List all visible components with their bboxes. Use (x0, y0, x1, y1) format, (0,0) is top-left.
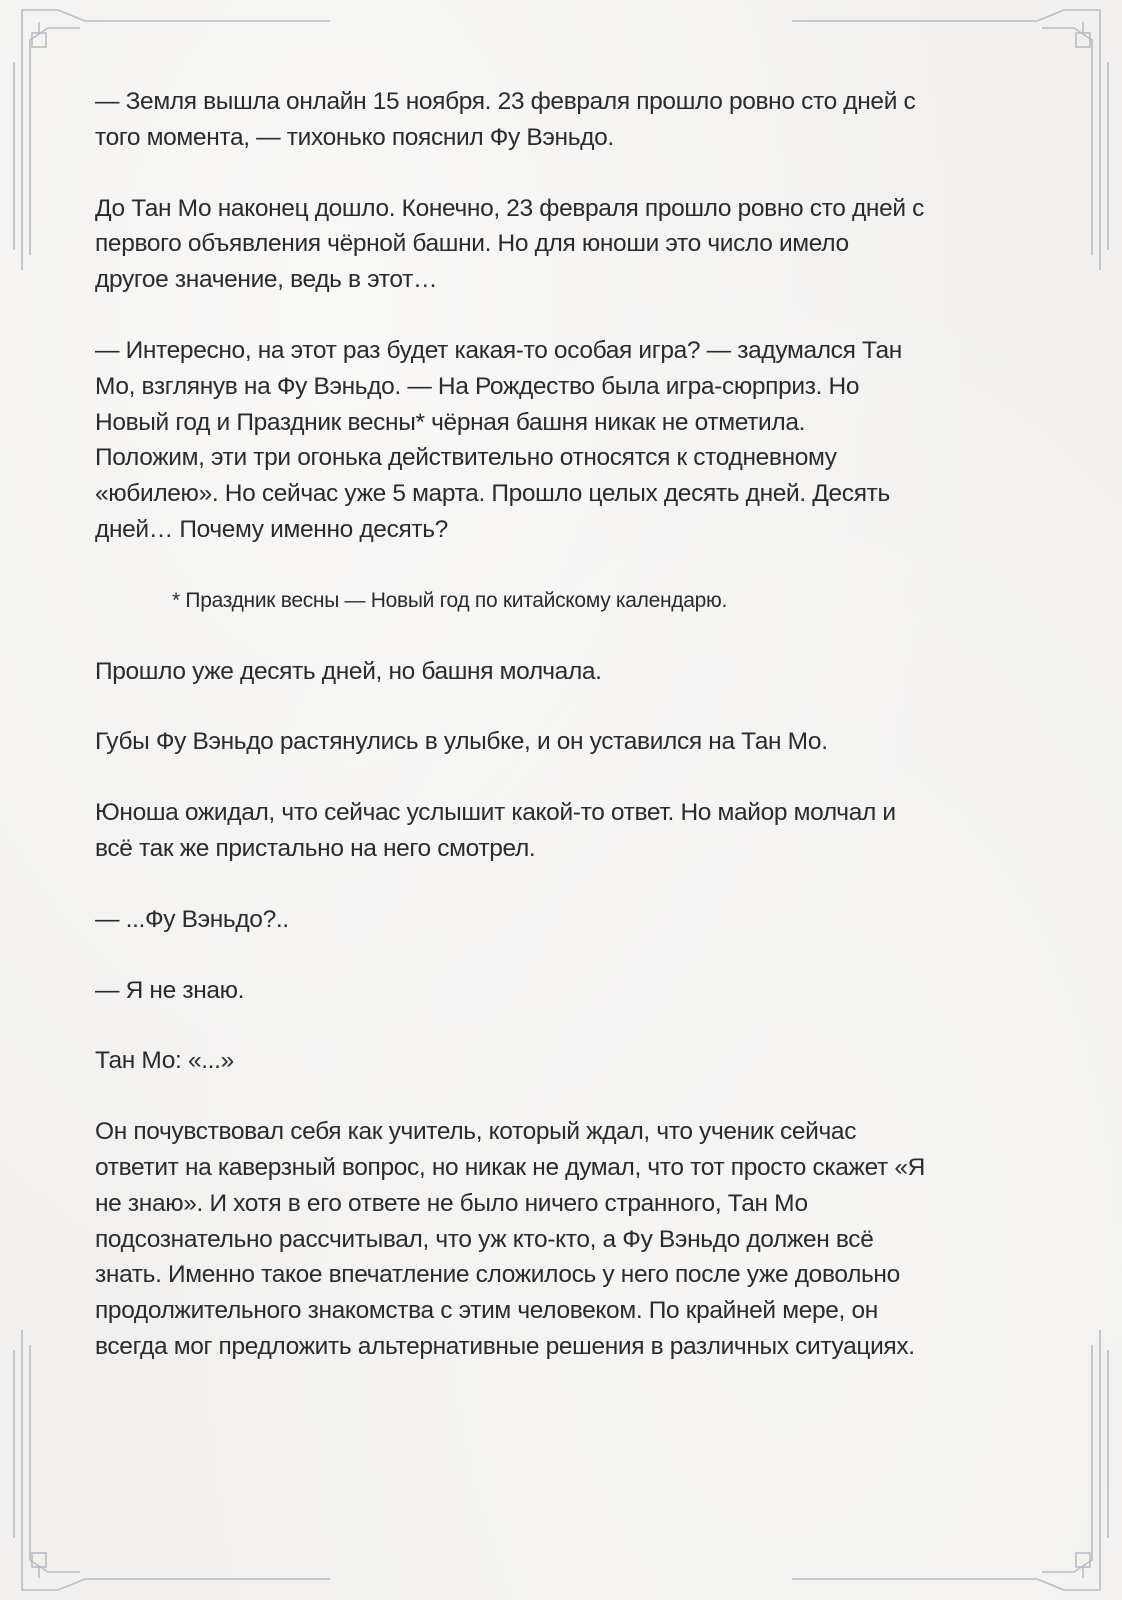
text-line: До Тан Мо наконец дошло. Конечно, 23 февраля прошло ровно сто дней с (95, 194, 925, 222)
text-line: дней… Почему именно десять? (95, 515, 448, 543)
paragraph (95, 191, 1035, 298)
text-line: Прошло уже десять дней, но башня молчала. (95, 657, 602, 685)
paragraph (95, 1043, 1035, 1079)
text-line: ответит на каверзный вопрос, но никак не думал, что тот просто скажет «Я (95, 1153, 926, 1181)
paragraph (95, 654, 1035, 690)
text-line: «юбилею». Но сейчас уже 5 марта. Прошло целых десять дней. Десять (95, 480, 890, 508)
paragraph (95, 795, 1035, 867)
text-line: подсознательно рассчитывал, что уж кто-кто, а Фу Вэньдо должен всё (95, 1225, 874, 1253)
text-line: всегда мог предложить альтернативные решения в различных ситуациях. (95, 1332, 915, 1360)
document-body (95, 84, 1035, 1400)
paragraph (95, 84, 1035, 156)
paragraph (95, 724, 1035, 760)
text-line: не знаю». И хотя в его ответе не было ничего странного, Тан Мо (95, 1189, 808, 1217)
text-line: другое значение, ведь в этот… (95, 266, 438, 294)
text-line: Юноша ожидал, что сейчас услышит какой-то ответ. Но майор молчал и (95, 799, 896, 827)
text-line: — Земля вышла онлайн 15 ноября. 23 февраля прошло ровно сто дней с (95, 88, 916, 115)
text-line: того момента, — тихонько пояснил Фу Вэньдо. (95, 123, 614, 151)
paragraph (95, 902, 1035, 938)
text-line: Положим, эти три огонька действительно относятся к стодневному (95, 444, 837, 472)
text-line: знать. Именно такое впечатление сложилось у него после уже довольно (95, 1261, 900, 1289)
text-line: Мо, взглянув на Фу Вэньдо. — На Рождество была игра-сюрприз. Но (95, 372, 860, 400)
text-line: — Интересно, на этот раз будет какая-то особая игра? — задумался Тан (95, 336, 902, 364)
paragraph (95, 333, 1035, 548)
text-line: — Я не знаю. (95, 976, 245, 1004)
paragraph (95, 1114, 1035, 1365)
text-line: Новый год и Праздник весны* чёрная башня никак не отметила. (95, 408, 806, 436)
footnote (95, 583, 1035, 619)
text-line: Губы Фу Вэньдо растянулись в улыбке, и он уставился на Тан Мо. (95, 728, 828, 756)
text-line: первого объявления чёрной башни. Но для юноши это число имело (95, 230, 849, 258)
text-line: — ...Фу Вэньдо?.. (95, 905, 289, 933)
text-line: Он почувствовал себя как учитель, который ждал, что ученик сейчас (95, 1118, 857, 1146)
text-line: всё так же пристально на него смотрел. (95, 834, 536, 862)
footnote-line: * Праздник весны — Новый год по китайскому календарю. (172, 588, 727, 612)
text-line: продолжительного знакомства с этим человеком. По крайней мере, он (95, 1297, 878, 1325)
text-line: Тан Мо: «...» (95, 1047, 234, 1075)
paragraph (95, 973, 1035, 1009)
